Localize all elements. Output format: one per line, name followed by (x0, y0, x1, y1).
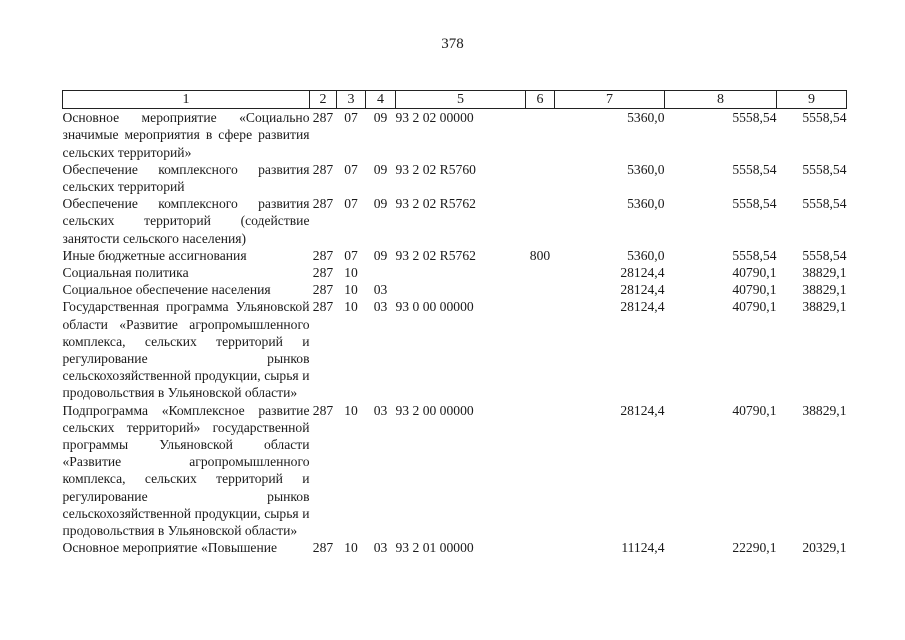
table-row (63, 247, 847, 264)
table-row (63, 195, 847, 247)
cell-section: 07 (344, 161, 358, 177)
cell-expense-type (526, 539, 555, 556)
cell-amount-3: 5558,54 (802, 247, 847, 263)
cell-ministry: 287 (312, 265, 334, 281)
cell-ministry: 287 (312, 196, 334, 212)
cell-target-article: 93 2 02 R5762 (395, 247, 476, 263)
column-header: 5 (396, 91, 526, 109)
cell-target-article: 93 2 02 R5760 (395, 161, 476, 177)
cell-amount-2: 40790,1 (732, 299, 777, 315)
cell-amount-1: 5360,0 (627, 161, 665, 177)
row-name: Основное мероприятие «Повышение (62, 540, 278, 556)
cell-expense-type (526, 298, 555, 401)
column-header: 2 (310, 91, 337, 109)
table-row (63, 281, 847, 298)
cell-ministry: 287 (312, 540, 334, 556)
cell-target-article: 93 2 00 00000 (395, 402, 474, 418)
cell-amount-3: 20329,1 (802, 540, 847, 556)
budget-table (62, 90, 847, 556)
cell-subsection: 03 (373, 282, 388, 298)
cell-expense-type (526, 161, 555, 195)
cell-ministry: 287 (312, 110, 334, 126)
row-name: Обеспечение комплексного развития сельских территорий (62, 161, 310, 195)
cell-amount-1: 28124,4 (620, 265, 665, 281)
cell-amount-3: 5558,54 (802, 161, 847, 177)
cell-expense-type (526, 264, 555, 281)
cell-amount-2: 40790,1 (732, 282, 777, 298)
row-name: Обеспечение комплексного развития сельских территорий (содействие занятости сельского населения) (62, 196, 310, 246)
cell-subsection: 09 (373, 196, 388, 212)
column-header: 9 (777, 91, 847, 109)
cell-amount-1: 5360,0 (627, 196, 665, 212)
cell-ministry: 287 (312, 161, 334, 177)
cell-subsection: 09 (373, 110, 388, 126)
table-row (63, 109, 847, 161)
cell-amount-3: 38829,1 (802, 282, 847, 298)
cell-section: 07 (344, 247, 358, 263)
cell-target-article: 93 0 00 00000 (395, 299, 474, 315)
cell-amount-2: 22290,1 (732, 540, 777, 556)
cell-subsection: 09 (373, 161, 388, 177)
cell-amount-2: 5558,54 (732, 247, 777, 263)
cell-amount-1: 28124,4 (620, 299, 665, 315)
row-name: Подпрограмма «Комплексное развитие сельских территорий» государственной программы Ульяновской области «Развитие агропромышленного комплекса, сельских территорий и регулирование рынков сельскохозяйственной продукции, сырья и продовольствия в Ульяновской области» (62, 402, 310, 539)
column-header: 1 (63, 91, 310, 109)
cell-expense-type (526, 281, 555, 298)
cell-subsection (366, 264, 396, 281)
cell-section: 07 (344, 110, 358, 126)
row-name: Государственная программа Ульяновской области «Развитие агропромышленного комплекса, сельских территорий и регулирование рынков сельскохозяйственной продукции, сырья и продовольствия в Ульяновской области» (62, 299, 310, 401)
cell-expense-type (526, 402, 555, 540)
cell-ministry: 287 (312, 282, 334, 298)
cell-target-article (396, 264, 526, 281)
cell-amount-2: 40790,1 (732, 402, 777, 418)
cell-amount-1: 28124,4 (620, 402, 665, 418)
column-header: 6 (526, 91, 555, 109)
cell-amount-2: 5558,54 (732, 161, 777, 177)
cell-amount-2: 5558,54 (732, 196, 777, 212)
cell-amount-2: 40790,1 (732, 265, 777, 281)
cell-target-article (396, 281, 526, 298)
cell-amount-2: 5558,54 (732, 110, 777, 126)
cell-ministry: 287 (312, 247, 334, 263)
row-name: Иные бюджетные ассигнования (62, 247, 247, 263)
cell-ministry: 287 (312, 402, 334, 418)
column-header: 3 (337, 91, 366, 109)
cell-amount-3: 38829,1 (802, 299, 847, 315)
page-number: 378 (441, 36, 464, 52)
cell-target-article: 93 2 02 R5762 (395, 196, 476, 212)
table-body (63, 109, 847, 557)
cell-section: 10 (344, 540, 358, 556)
cell-section: 10 (344, 299, 358, 315)
column-header: 8 (665, 91, 777, 109)
cell-target-article: 93 2 02 00000 (395, 110, 474, 126)
cell-subsection: 03 (373, 402, 388, 418)
cell-section: 10 (344, 265, 358, 281)
cell-section: 10 (344, 282, 358, 298)
cell-amount-3: 38829,1 (802, 402, 847, 418)
cell-ministry: 287 (312, 299, 334, 315)
column-header: 4 (366, 91, 396, 109)
cell-expense-type: 800 (529, 247, 551, 263)
cell-amount-1: 5360,0 (627, 110, 665, 126)
cell-amount-3: 38829,1 (802, 265, 847, 281)
cell-amount-3: 5558,54 (802, 110, 847, 126)
table-row (63, 161, 847, 195)
table-row (63, 402, 847, 540)
cell-subsection: 09 (373, 247, 388, 263)
row-name: Основное мероприятие «Социально значимые мероприятия в сфере развития сельских территорий» (62, 110, 310, 160)
cell-target-article: 93 2 01 00000 (395, 540, 474, 556)
cell-subsection: 03 (373, 299, 388, 315)
cell-section: 10 (344, 402, 358, 418)
cell-expense-type (526, 195, 555, 247)
cell-amount-3: 5558,54 (802, 196, 847, 212)
row-name: Социальное обеспечение населения (62, 282, 271, 298)
cell-amount-1: 5360,0 (627, 247, 665, 263)
cell-amount-1: 28124,4 (620, 282, 665, 298)
column-header: 7 (555, 91, 665, 109)
table-row (63, 298, 847, 401)
header-row (63, 91, 847, 109)
cell-section: 07 (344, 196, 358, 212)
table-row (63, 264, 847, 281)
cell-subsection: 03 (373, 540, 388, 556)
cell-expense-type (526, 109, 555, 161)
table-row (63, 539, 847, 556)
row-name: Социальная политика (62, 265, 189, 281)
cell-amount-1: 11124,4 (621, 540, 665, 556)
